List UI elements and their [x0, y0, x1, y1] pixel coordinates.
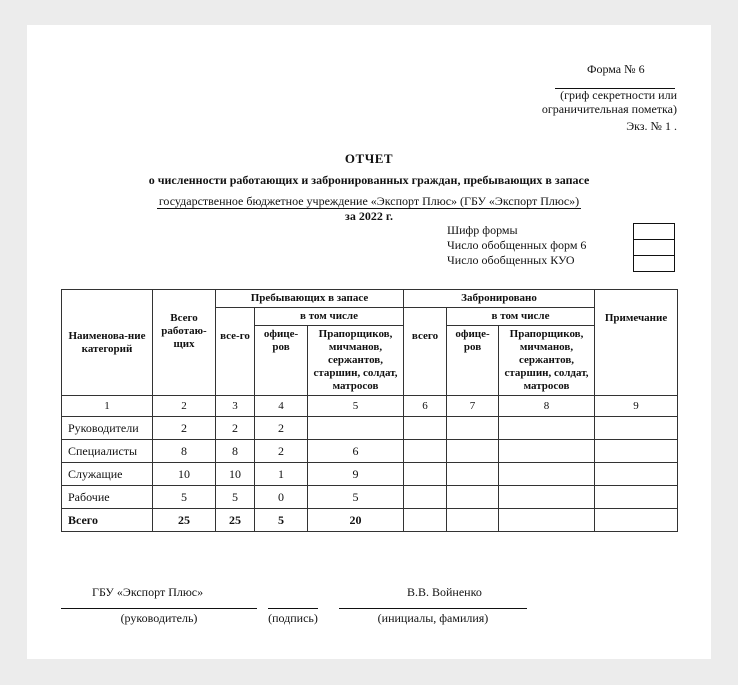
copy-number: Экз. № 1 . [626, 119, 677, 133]
table-cell: 1 [255, 463, 308, 486]
column-number: 5 [308, 396, 404, 417]
table-total-row [62, 509, 678, 532]
table-cell: 8 [216, 440, 255, 463]
table-cell [499, 440, 595, 463]
column-number: 9 [595, 396, 678, 417]
row-category: Служащие [62, 463, 153, 486]
header-reserve-officers: офице-ров [255, 326, 308, 396]
header-reserved-warrant: Прапорщиков, мичманов, сержантов, старшин, солдат, матросов [499, 326, 595, 396]
column-number: 4 [255, 396, 308, 417]
table-cell [595, 440, 678, 463]
table-cell [499, 417, 595, 440]
table-cell [499, 509, 595, 532]
header-reserve-including: в том числе [255, 308, 404, 326]
table-cell: 8 [153, 440, 216, 463]
table-cell [447, 440, 499, 463]
table-cell [595, 463, 678, 486]
header-reserved-group: Забронировано [404, 290, 595, 308]
table-cell: 9 [308, 463, 404, 486]
table-cell [447, 486, 499, 509]
caption-head: (руководитель) [120, 611, 198, 625]
signature-organization: ГБУ «Экспорт Плюс» [92, 585, 204, 599]
table-cell [404, 509, 447, 532]
table-cell [404, 440, 447, 463]
table-cell: 5 [216, 486, 255, 509]
column-number: 3 [216, 396, 255, 417]
table-cell [595, 486, 678, 509]
summary-forms-box [633, 239, 675, 255]
table-cell [404, 486, 447, 509]
table-cell: 5 [153, 486, 216, 509]
table-cell: 10 [216, 463, 255, 486]
table-row [62, 463, 678, 486]
header-total-workers: Всего работаю-щих [153, 290, 216, 396]
header-reserve-all: все-го [216, 308, 255, 396]
signature-line-sign [268, 608, 318, 609]
table-cell [595, 417, 678, 440]
table-cell [447, 509, 499, 532]
summary-forms-label: Число обобщенных форм 6 [447, 238, 587, 252]
header-note: Примечание [595, 290, 678, 396]
form-code-label: Шифр формы [447, 223, 518, 237]
column-number: 8 [499, 396, 595, 417]
header-reserved-officers: офице-ров [447, 326, 499, 396]
table-cell [404, 463, 447, 486]
table-cell [447, 417, 499, 440]
table-cell: 10 [153, 463, 216, 486]
column-number: 2 [153, 396, 216, 417]
report-period: за 2022 г. [345, 209, 393, 223]
header-reserve-warrant: Прапорщиков, мичманов, сержантов, старшин, солдат, матросов [308, 326, 404, 396]
form-code-boxes [633, 223, 675, 272]
row-category: Руководители [62, 417, 153, 440]
table-row [62, 417, 678, 440]
header-reserved-all: всего [404, 308, 447, 396]
row-category: Специалисты [62, 440, 153, 463]
header-reserved-including: в том числе [447, 308, 595, 326]
caption-sign: (подпись) [268, 611, 318, 625]
report-table [61, 289, 678, 532]
column-numbers-row [62, 396, 678, 417]
form-code-box [633, 223, 675, 239]
signature-line-name [339, 608, 527, 609]
table-cell: 2 [255, 417, 308, 440]
table-cell: 2 [153, 417, 216, 440]
form-number: Форма № 6 [587, 62, 645, 76]
signature-line-head [61, 608, 257, 609]
column-number: 7 [447, 396, 499, 417]
header-category: Наименова-ние категорий [62, 290, 153, 396]
organization-name-text: государственное бюджетное учреждение «Экспорт Плюс» (ГБУ «Экспорт Плюс») [158, 194, 580, 208]
column-number: 1 [62, 396, 153, 417]
row-category: Всего [62, 509, 153, 532]
form-codes [447, 223, 586, 268]
column-number: 6 [404, 396, 447, 417]
report-subtitle: о численности работающих и забронированных граждан, пребывающих в запасе [148, 173, 590, 187]
table-row [62, 486, 678, 509]
table-cell [499, 486, 595, 509]
table-cell: 20 [308, 509, 404, 532]
table-cell: 2 [216, 417, 255, 440]
summary-kuo-label: Число обобщенных КУО [447, 253, 575, 267]
report-title: ОТЧЕТ [344, 151, 394, 166]
table-cell [447, 463, 499, 486]
row-category: Рабочие [62, 486, 153, 509]
header-reserve-group: Пребывающих в запасе [216, 290, 404, 308]
table-cell: 0 [255, 486, 308, 509]
classification-note: (гриф секретности или ограничительная пометка) [541, 88, 677, 116]
table-cell [595, 509, 678, 532]
table-cell: 2 [255, 440, 308, 463]
table-cell [499, 463, 595, 486]
table-cell: 25 [216, 509, 255, 532]
summary-kuo-box [633, 255, 675, 272]
table-cell [308, 417, 404, 440]
table-cell: 5 [308, 486, 404, 509]
table-cell [404, 417, 447, 440]
caption-name: (инициалы, фамилия) [377, 611, 489, 625]
table-cell: 6 [308, 440, 404, 463]
document-page [27, 25, 711, 659]
table-cell: 5 [255, 509, 308, 532]
organization-name [27, 194, 711, 209]
table-row [62, 440, 678, 463]
signature-name: В.В. Войненко [407, 585, 482, 599]
table-cell: 25 [153, 509, 216, 532]
